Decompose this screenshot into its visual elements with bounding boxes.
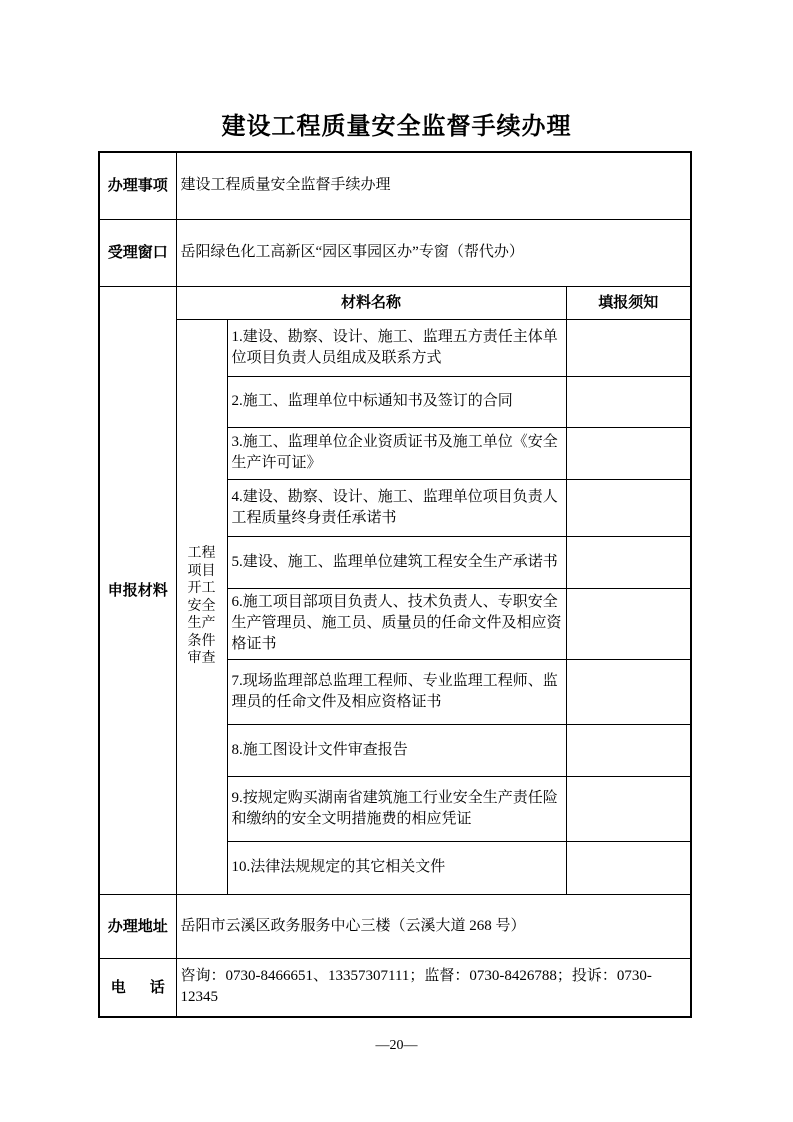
material-note-10 [566, 841, 691, 894]
material-note-7 [566, 659, 691, 724]
phone-label: 电话 [110, 978, 165, 996]
procedure-form-table [98, 151, 692, 1018]
material-row [99, 319, 691, 376]
material-note-2 [566, 376, 691, 427]
material-item-9: 9.按规定购买湖南省建筑施工行业安全生产责任险和缴纳的安全文明措施费的相应凭证 [227, 776, 566, 841]
material-note-5 [566, 536, 691, 588]
material-item-10: 10.法律法规规定的其它相关文件 [227, 841, 566, 894]
material-note-4 [566, 479, 691, 536]
materials-header-row [99, 286, 691, 319]
phone-value: 咨询：0730-8466651、13357307111；监督：0730-8426788；投诉：0730-12345 [176, 958, 691, 1017]
material-note-9 [566, 776, 691, 841]
materials-group-cell [176, 319, 227, 894]
phone-label-cell [99, 958, 176, 1017]
material-item-4: 4.建设、勘察、设计、施工、监理单位项目负责人工程质量终身责任承诺书 [227, 479, 566, 536]
row-phone [99, 958, 691, 1017]
materials-section-label: 申报材料 [99, 286, 176, 894]
acceptance-window-label: 受理窗口 [99, 219, 176, 286]
row-handling-address [99, 894, 691, 958]
material-note-8 [566, 724, 691, 776]
materials-header-name: 材料名称 [176, 286, 566, 319]
material-item-8: 8.施工图设计文件审查报告 [227, 724, 566, 776]
row-handling-item [99, 152, 691, 219]
handling-address-value: 岳阳市云溪区政务服务中心三楼（云溪大道 268 号） [176, 894, 691, 958]
material-item-2: 2.施工、监理单位中标通知书及签订的合同 [227, 376, 566, 427]
acceptance-window-value: 岳阳绿色化工高新区“园区事园区办”专窗（帮代办） [176, 219, 691, 286]
row-acceptance-window [99, 219, 691, 286]
page-title: 建设工程质量安全监督手续办理 [221, 114, 572, 140]
material-note-3 [566, 427, 691, 479]
materials-group-label: 工程项目开工安全生产条件审查 [187, 546, 216, 667]
handling-address-label: 办理地址 [99, 894, 176, 958]
material-item-3: 3.施工、监理单位企业资质证书及施工单位《安全生产许可证》 [227, 427, 566, 479]
material-item-7: 7.现场监理部总监理工程师、专业监理工程师、监理员的任命文件及相应资格证书 [227, 659, 566, 724]
materials-header-notes: 填报须知 [566, 286, 691, 319]
material-note-6 [566, 588, 691, 659]
material-item-6: 6.施工项目部项目负责人、技术负责人、专职安全生产管理员、施工员、质量员的任命文件及相应资格证书 [227, 588, 566, 659]
handling-item-label: 办理事项 [99, 152, 176, 219]
material-item-1: 1.建设、勘察、设计、施工、监理五方责任主体单位项目负责人员组成及联系方式 [227, 319, 566, 376]
handling-item-value: 建设工程质量安全监督手续办理 [176, 152, 691, 219]
page-number: —20— [375, 1038, 418, 1053]
material-note-1 [566, 319, 691, 376]
material-item-5: 5.建设、施工、监理单位建筑工程安全生产承诺书 [227, 536, 566, 588]
